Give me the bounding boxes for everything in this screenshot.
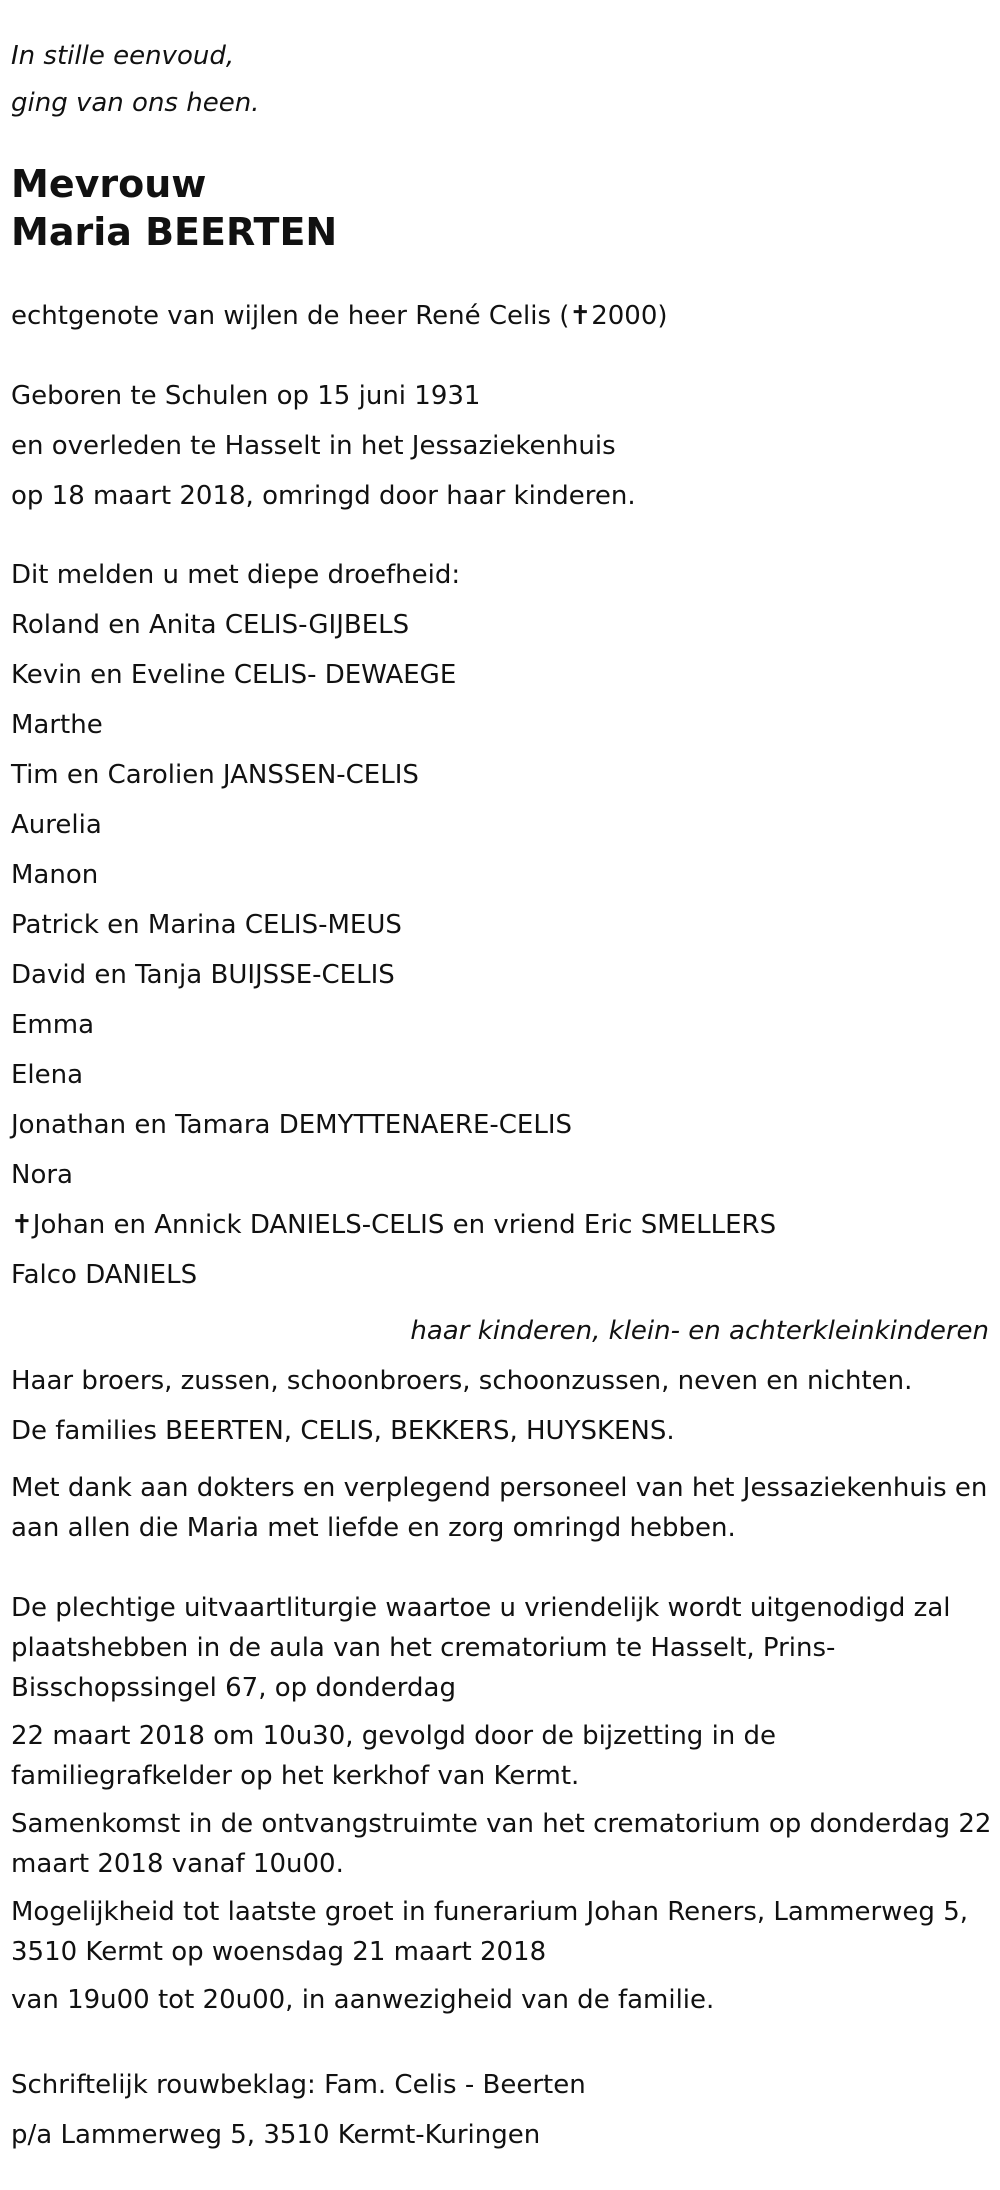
family-member: Emma [11,1010,95,1040]
birth-line: Geboren te Schulen op 15 juni 1931 [11,381,481,411]
farewell-paragraph: Mogelijkheid tot laatste groet in funerarium Johan Reners, Lammerweg 5, 3510 Kermt op woensdag 21 maart 2018 [11,1897,968,1967]
ceremony-paragraph: De plechtige uitvaartliturgie waartoe u vriendelijk wordt uitgenodigd zal plaatshebben in de aula van het crematorium te Hasselt, Prins-Bisschopssingel 67, op donderdag [11,1593,951,1703]
name-title: Mevrouw [11,162,207,206]
family-member: Aurelia [11,810,102,840]
address-line: p/a Lammerweg 5, 3510 Kermt-Kuringen [11,2120,541,2150]
obituary-page [0,33,1000,2190]
families-line: De families BEERTEN, CELIS, BEKKERS, HUYSKENS. [11,1416,675,1446]
family-member: Nora [11,1160,73,1190]
deceased-name [11,160,1000,256]
family-member: Patrick en Marina CELIS-MEUS [11,910,402,940]
death-date-line: op 18 maart 2018, omringd door haar kinderen. [11,481,636,511]
death-line: en overleden te Hasselt in het Jessaziekenhuis [11,431,616,461]
family-member: Marthe [11,710,103,740]
ceremony-info [11,1588,1000,2020]
family-member: Jonathan en Tamara DEMYTTENAERE-CELIS [11,1110,573,1140]
intro-line: ging van ons heen. [11,88,260,118]
family-member: Kevin en Eveline CELIS- DEWAEGE [11,660,457,690]
intro-verse [11,33,1000,127]
announcement [11,550,1000,1356]
birth-death-info [11,371,1000,521]
relatives-line: Haar broers, zussen, schoonbroers, schoonzussen, neven en nichten. [11,1366,913,1396]
announcement-heading: Dit melden u met diepe droefheid: [11,560,461,590]
ceremony-paragraph: 22 maart 2018 om 10u30, gevolgd door de bijzetting in de familiegrafkelder op het kerkhof van Kermt. [11,1721,777,1791]
condolence-address [11,2060,1000,2160]
family-member: Tim en Carolien JANSSEN-CELIS [11,760,419,790]
family-list [11,600,1000,1300]
name-full: Maria BEERTEN [11,210,338,254]
relatives [11,1356,1000,1456]
family-member: Roland en Anita CELIS-GIJBELS [11,610,410,640]
condolence-line: Schriftelijk rouwbeklag: Fam. Celis - Beerten [11,2070,586,2100]
family-member: Elena [11,1060,84,1090]
spouse-line: echtgenote van wijlen de heer René Celis (✝2000) [11,301,668,331]
family-signature: haar kinderen, klein- en achterkleinkinderen [410,1316,989,1346]
gathering-paragraph: Samenkomst in de ontvangstruimte van het crematorium op donderdag 22 maart 2018 vanaf 10u00. [11,1809,992,1879]
thanks-paragraph: Met dank aan dokters en verplegend personeel van het Jessaziekenhuis en aan allen die Maria met liefde en zorg omringd hebben. [11,1473,988,1543]
family-member: Manon [11,860,99,890]
intro-line: In stille eenvoud, [11,41,235,71]
family-member: Falco DANIELS [11,1260,198,1290]
family-member: David en Tanja BUIJSSE-CELIS [11,960,395,990]
family-member: ✝Johan en Annick DANIELS-CELIS en vriend Eric SMELLERS [11,1210,777,1240]
farewell-time-paragraph: van 19u00 tot 20u00, in aanwezigheid van de familie. [11,1985,715,2015]
